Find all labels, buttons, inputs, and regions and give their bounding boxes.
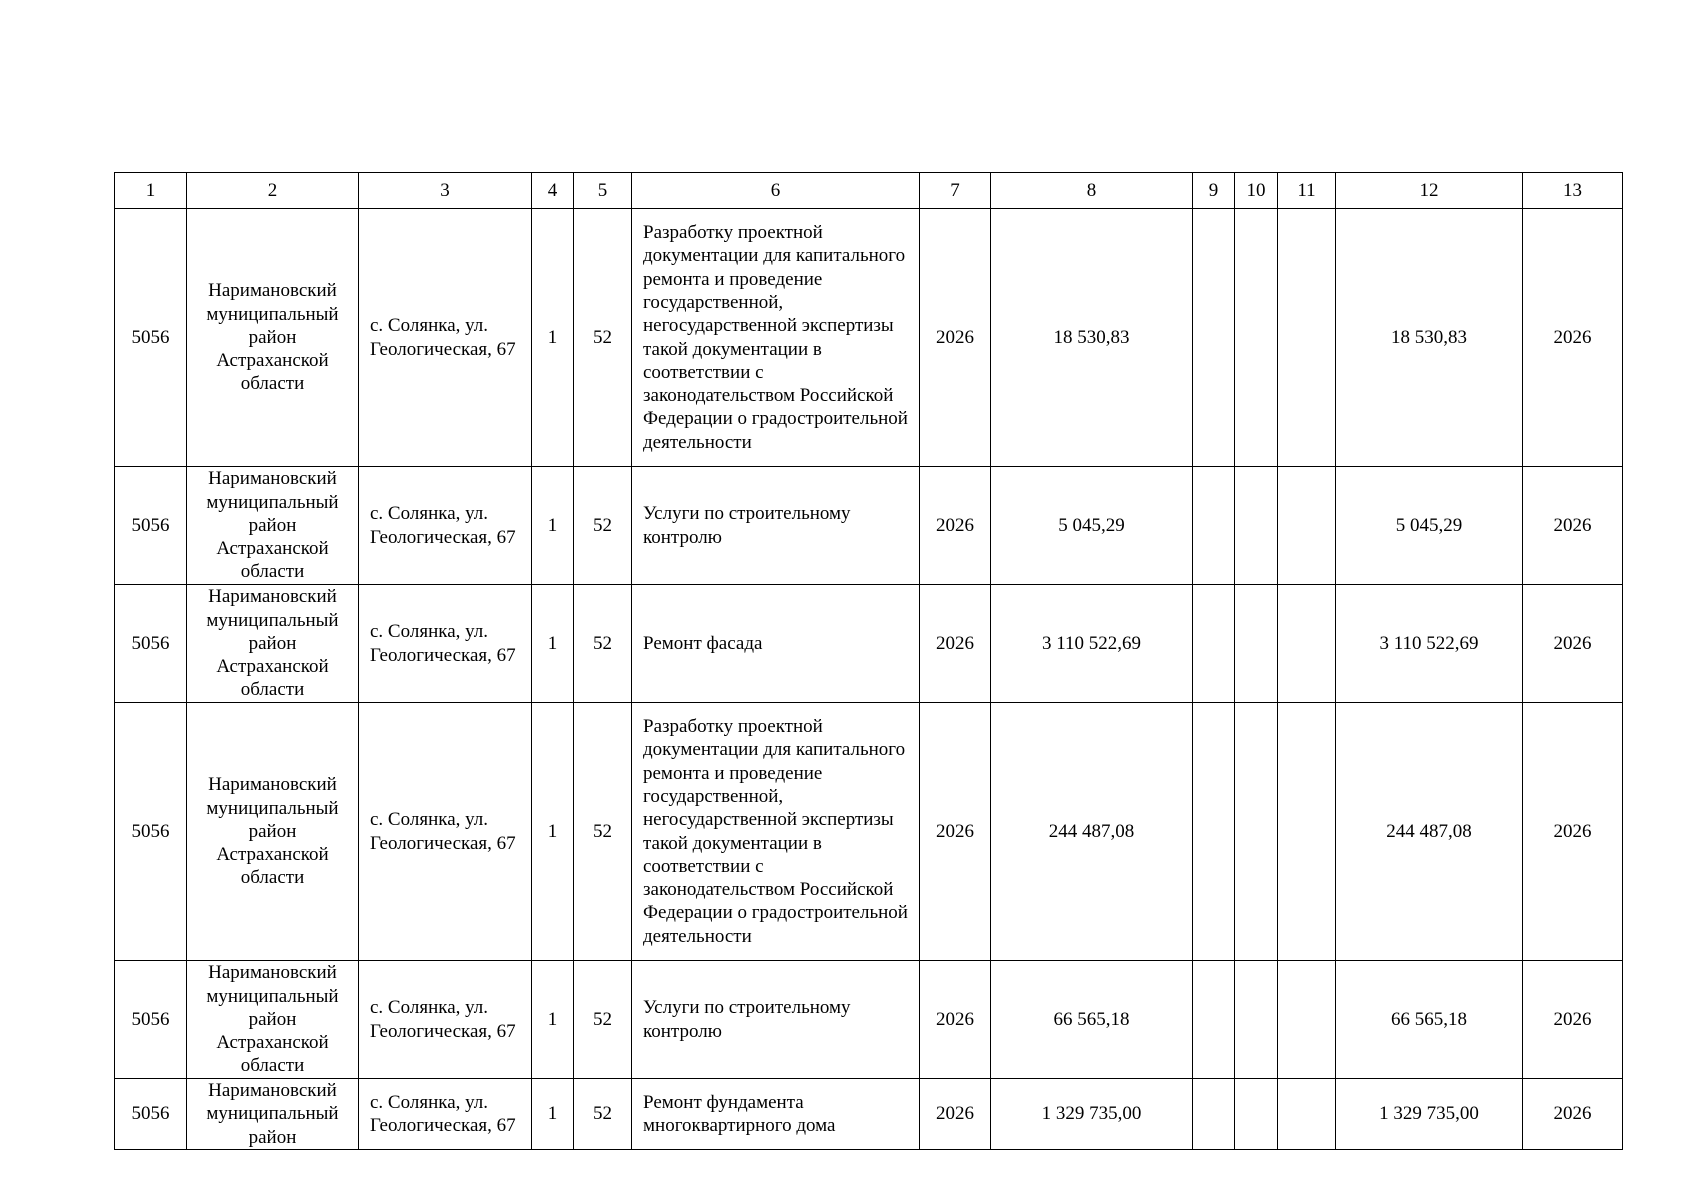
cell-total-cost: 5 045,29 xyxy=(991,467,1193,585)
cell-col4: 1 xyxy=(532,703,574,961)
cell-municipality: Наримановский муниципальный район Астраханской области xyxy=(187,467,359,585)
cell-year: 2026 xyxy=(920,703,991,961)
cell-col5: 52 xyxy=(574,209,632,467)
cell-completion-year: 2026 xyxy=(1523,1079,1623,1150)
column-number: 2 xyxy=(187,173,359,209)
cell-total-cost: 244 487,08 xyxy=(991,703,1193,961)
cell-col10 xyxy=(1235,209,1278,467)
cell-col11 xyxy=(1278,467,1336,585)
cell-col9 xyxy=(1193,703,1235,961)
cell-municipality: Наримановский муниципальный район Астраханской области xyxy=(187,703,359,961)
cell-code: 5056 xyxy=(115,961,187,1079)
cell-col9 xyxy=(1193,961,1235,1079)
table-row xyxy=(115,703,1623,961)
cell-year: 2026 xyxy=(920,467,991,585)
cell-cost: 3 110 522,69 xyxy=(1336,585,1523,703)
column-number: 9 xyxy=(1193,173,1235,209)
cell-col5: 52 xyxy=(574,703,632,961)
cell-work-type: Ремонт фундамента многоквартирного дома xyxy=(632,1079,920,1150)
cell-completion-year: 2026 xyxy=(1523,961,1623,1079)
cell-col9 xyxy=(1193,1079,1235,1150)
cell-cost: 5 045,29 xyxy=(1336,467,1523,585)
column-number: 12 xyxy=(1336,173,1523,209)
cell-code: 5056 xyxy=(115,467,187,585)
cell-municipality: Наримановский муниципальный район xyxy=(187,1079,359,1150)
cell-col11 xyxy=(1278,1079,1336,1150)
cell-work-type: Разработку проектной документации для капитального ремонта и проведение государственной, негосударственной экспертизы такой документации в соответствии с законодательством Российской Федерации о градостроительной деятельности xyxy=(632,209,920,467)
cell-completion-year: 2026 xyxy=(1523,209,1623,467)
cell-cost: 244 487,08 xyxy=(1336,703,1523,961)
cell-code: 5056 xyxy=(115,703,187,961)
cell-year: 2026 xyxy=(920,209,991,467)
cell-code: 5056 xyxy=(115,1079,187,1150)
cell-year: 2026 xyxy=(920,1079,991,1150)
cell-col10 xyxy=(1235,961,1278,1079)
table-row xyxy=(115,1079,1623,1150)
cell-work-type: Услуги по строительному контролю xyxy=(632,961,920,1079)
cell-col4: 1 xyxy=(532,1079,574,1150)
cell-cost: 1 329 735,00 xyxy=(1336,1079,1523,1150)
cell-col10 xyxy=(1235,467,1278,585)
cell-address: с. Солянка, ул. Геологическая, 67 xyxy=(359,1079,532,1150)
cell-cost: 66 565,18 xyxy=(1336,961,1523,1079)
cell-col9 xyxy=(1193,467,1235,585)
cell-address: с. Солянка, ул. Геологическая, 67 xyxy=(359,209,532,467)
cell-col4: 1 xyxy=(532,585,574,703)
cell-col11 xyxy=(1278,209,1336,467)
cell-municipality: Наримановский муниципальный район Астраханской области xyxy=(187,585,359,703)
cell-total-cost: 1 329 735,00 xyxy=(991,1079,1193,1150)
cell-municipality: Наримановский муниципальный район Астраханской области xyxy=(187,209,359,467)
cell-work-type: Услуги по строительному контролю xyxy=(632,467,920,585)
cell-address: с. Солянка, ул. Геологическая, 67 xyxy=(359,961,532,1079)
cell-address: с. Солянка, ул. Геологическая, 67 xyxy=(359,703,532,961)
cell-cost: 18 530,83 xyxy=(1336,209,1523,467)
cell-col4: 1 xyxy=(532,467,574,585)
cell-year: 2026 xyxy=(920,961,991,1079)
cell-year: 2026 xyxy=(920,585,991,703)
cell-address: с. Солянка, ул. Геологическая, 67 xyxy=(359,467,532,585)
column-number-row xyxy=(115,173,1623,209)
table-row xyxy=(115,467,1623,585)
cell-col10 xyxy=(1235,1079,1278,1150)
column-number: 5 xyxy=(574,173,632,209)
repair-schedule-table xyxy=(114,172,1623,1150)
cell-col11 xyxy=(1278,961,1336,1079)
cell-col5: 52 xyxy=(574,961,632,1079)
cell-col10 xyxy=(1235,585,1278,703)
cell-col5: 52 xyxy=(574,585,632,703)
cell-total-cost: 66 565,18 xyxy=(991,961,1193,1079)
column-number: 13 xyxy=(1523,173,1623,209)
cell-code: 5056 xyxy=(115,209,187,467)
cell-col5: 52 xyxy=(574,1079,632,1150)
column-number: 10 xyxy=(1235,173,1278,209)
cell-work-type: Ремонт фасада xyxy=(632,585,920,703)
cell-col11 xyxy=(1278,703,1336,961)
column-number: 6 xyxy=(632,173,920,209)
table-row xyxy=(115,961,1623,1079)
column-number: 1 xyxy=(115,173,187,209)
cell-work-type: Разработку проектной документации для капитального ремонта и проведение государственной, негосударственной экспертизы такой документации в соответствии с законодательством Российской Федерации о градостроительной деятельности xyxy=(632,703,920,961)
cell-municipality: Наримановский муниципальный район Астраханской области xyxy=(187,961,359,1079)
column-number: 4 xyxy=(532,173,574,209)
cell-col4: 1 xyxy=(532,961,574,1079)
cell-completion-year: 2026 xyxy=(1523,467,1623,585)
cell-code: 5056 xyxy=(115,585,187,703)
cell-completion-year: 2026 xyxy=(1523,703,1623,961)
table-row xyxy=(115,585,1623,703)
column-number: 7 xyxy=(920,173,991,209)
cell-col11 xyxy=(1278,585,1336,703)
cell-total-cost: 3 110 522,69 xyxy=(991,585,1193,703)
column-number: 8 xyxy=(991,173,1193,209)
cell-address: с. Солянка, ул. Геологическая, 67 xyxy=(359,585,532,703)
column-number: 11 xyxy=(1278,173,1336,209)
cell-col4: 1 xyxy=(532,209,574,467)
cell-col10 xyxy=(1235,703,1278,961)
cell-total-cost: 18 530,83 xyxy=(991,209,1193,467)
column-number: 3 xyxy=(359,173,532,209)
cell-col5: 52 xyxy=(574,467,632,585)
table-row xyxy=(115,209,1623,467)
cell-completion-year: 2026 xyxy=(1523,585,1623,703)
cell-col9 xyxy=(1193,209,1235,467)
cell-col9 xyxy=(1193,585,1235,703)
